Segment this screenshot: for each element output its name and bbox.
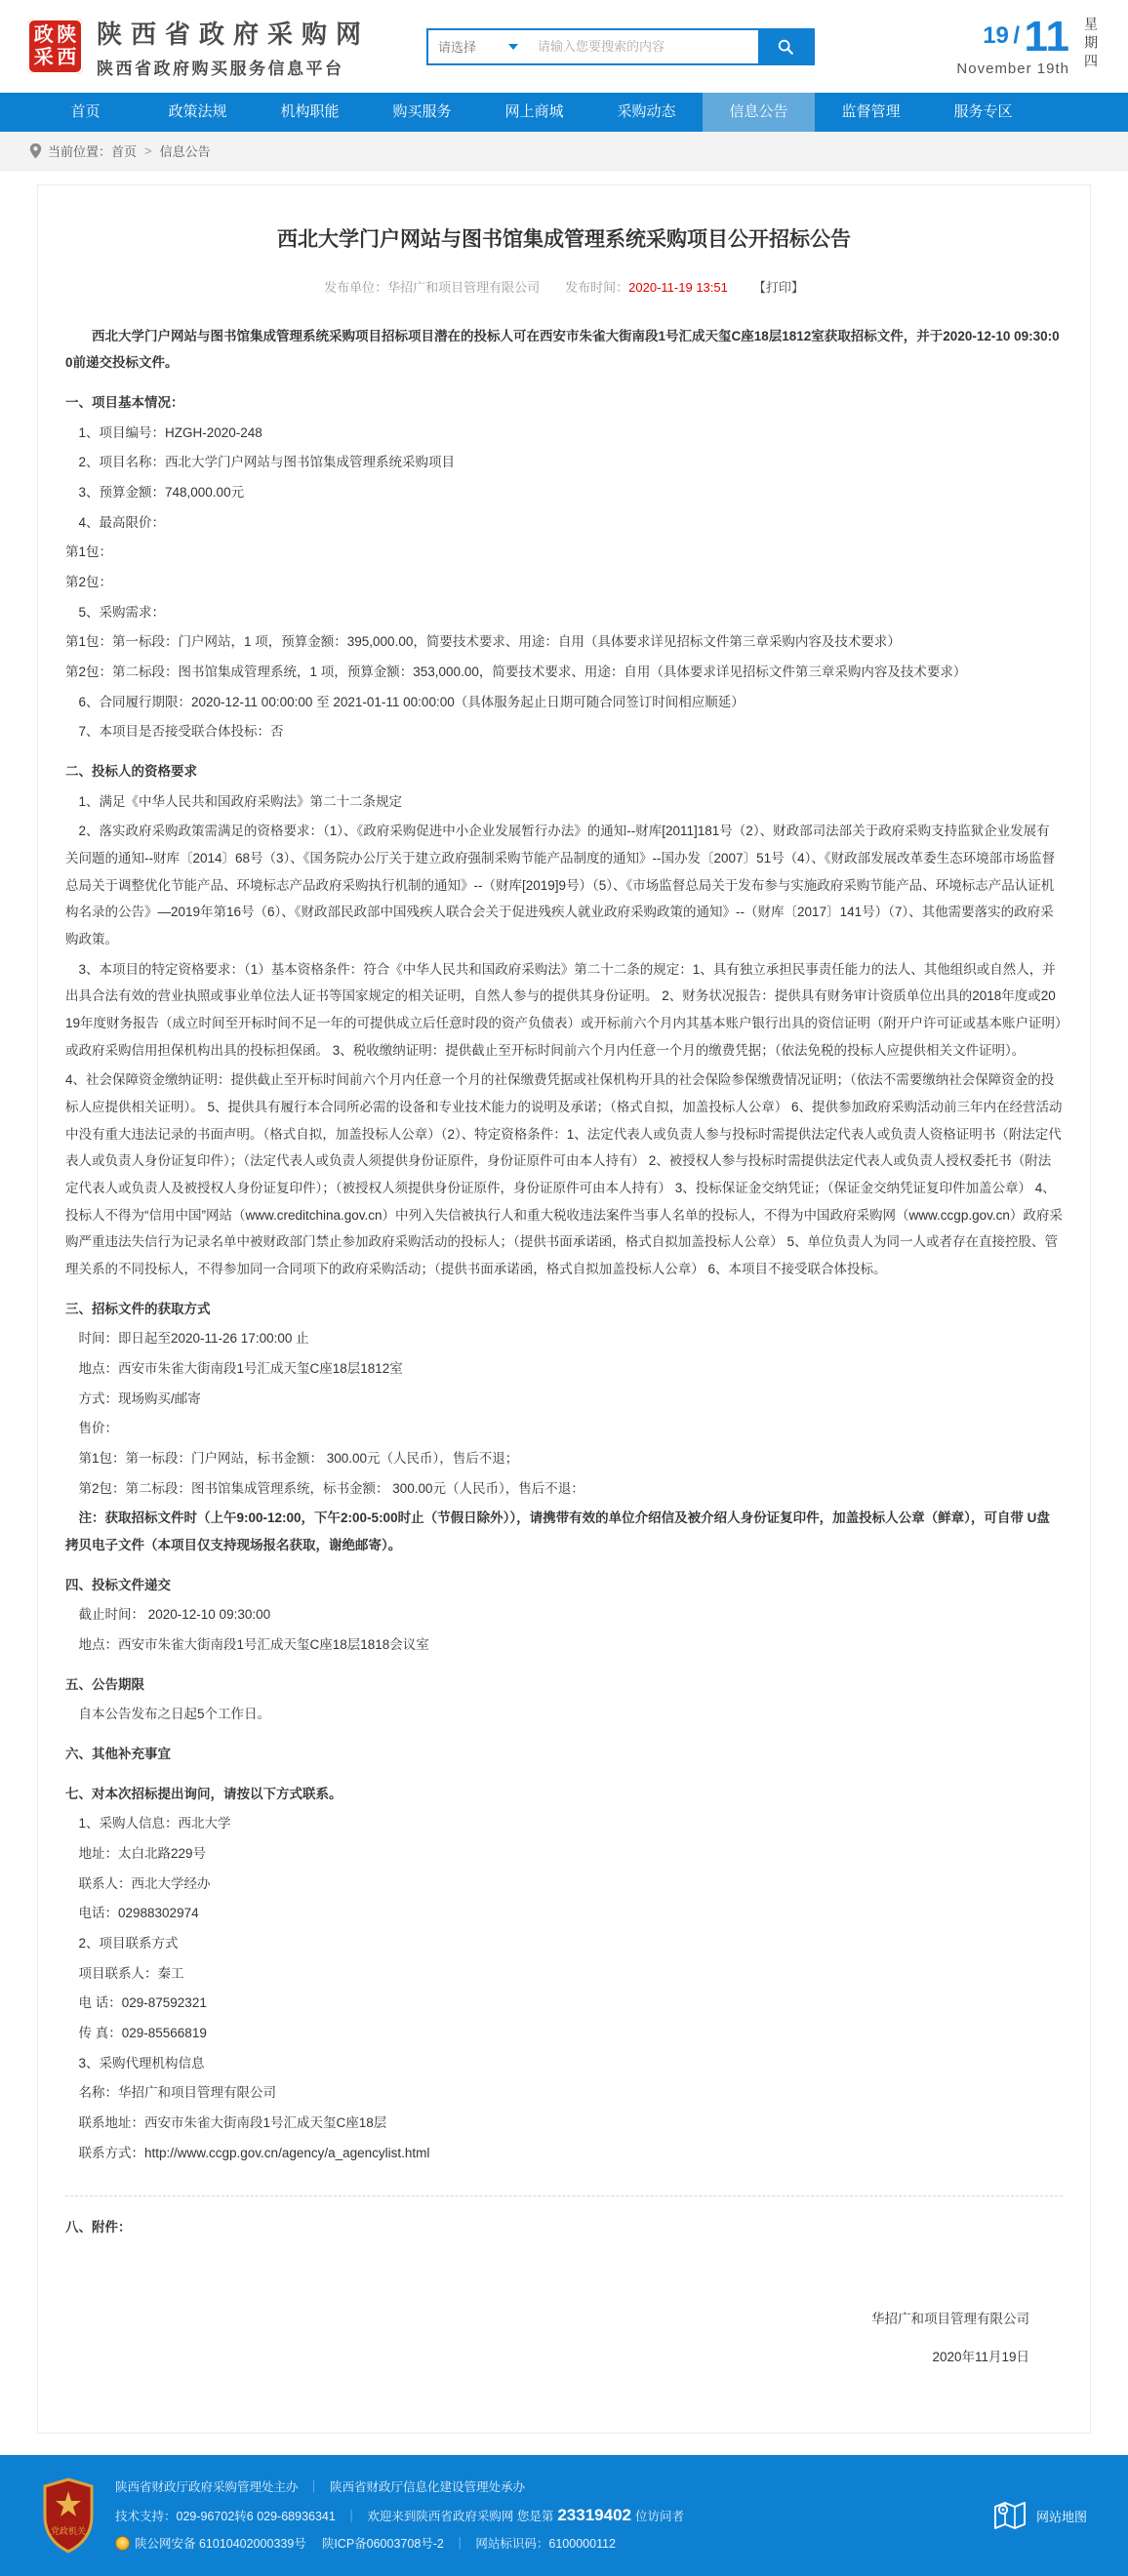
- search-bar: [426, 28, 815, 65]
- main-nav: [0, 93, 1128, 132]
- article-paragraph: 截止时间： 2020-12-10 09:30:00: [78, 1607, 271, 1623]
- nav-item[interactable]: 政策法规: [168, 103, 227, 120]
- article-paragraph: 3、采购代理机构信息: [78, 2055, 205, 2071]
- print-button[interactable]: 【打印】: [752, 279, 804, 295]
- article-paragraph: 三、招标文件的获取方式: [65, 1301, 211, 1316]
- article-paragraph: 方式：现场购买/邮寄: [78, 1390, 201, 1406]
- article-paragraph: 五、公告期限: [65, 1676, 144, 1692]
- article-paragraph: 注：获取招标文件时（上午9:00-12:00，下午2:00-5:00时止（节假日除外）），请携带有效的单位介绍信及被介绍人身份证复印件，加盖投标人公章（鲜章），可自带 U盘拷贝电子文件（本项目仅支持现场报名获取，谢绝邮寄）。: [65, 1510, 1050, 1553]
- site-code: 网站标识码：6100000112: [475, 2536, 616, 2551]
- article-paragraph: 自本公告发布之日起5个工作日。: [78, 1707, 271, 1722]
- date-weekday: 星期四: [1083, 16, 1099, 72]
- article-paragraph: 联系人：西北大学经办: [78, 1875, 211, 1891]
- date-day-en: 19th: [1036, 60, 1069, 77]
- footer-separator: ｜: [344, 2509, 358, 2523]
- logo-char: 陕: [57, 23, 77, 46]
- site-subtitle: 陕西省政府购买服务信息平台: [97, 59, 344, 78]
- date-month-en: November: [956, 60, 1032, 77]
- footer-line-organizer: [115, 2481, 684, 2494]
- article-paragraph: 电 话：029-87592321: [78, 1995, 207, 2011]
- article-paragraph: 1、项目编号：HZGH-2020-248: [78, 424, 262, 440]
- article-paragraph: 项目联系人：秦工: [78, 1965, 184, 1981]
- government-emblem-icon: [41, 2477, 96, 2554]
- security-record-link[interactable]: 陕公网安备 61010402000339号: [135, 2536, 306, 2551]
- date-widget: [956, 13, 1101, 77]
- article-paragraph: 地址：太白北路229号: [78, 1846, 207, 1862]
- sitemap-map-icon: [991, 2497, 1028, 2534]
- article-paragraph: 2、项目名称：西北大学门户网站与图书馆集成管理系统采购项目: [78, 455, 456, 470]
- article-paragraph: 第1包：: [65, 544, 113, 560]
- publisher-label: 发布单位：: [324, 279, 388, 295]
- article-paragraph: 传 真：029-85566819: [78, 2026, 207, 2041]
- date-month: 11: [1024, 13, 1069, 60]
- article-paragraph: 7、本项目是否接受联合体投标：否: [78, 724, 284, 740]
- breadcrumb: [0, 132, 1128, 171]
- article-paragraph: 电话：02988302974: [78, 1906, 199, 1921]
- article-title: 西北大学门户网站与图书馆集成管理系统采购项目公开招标公告: [277, 228, 851, 251]
- article-paragraph: 地点：西安市朱雀大街南段1号汇成天玺C座18层1812室: [78, 1361, 403, 1377]
- site-logo-seal: [27, 19, 83, 74]
- footer-separator: ｜: [453, 2536, 466, 2551]
- breadcrumb-separator: >: [144, 143, 152, 158]
- article-paragraph: 联系方式：http://www.ccgp.gov.cn/agency/a_agencylist.html: [78, 2145, 430, 2160]
- sitemap-label: 网站地图: [1035, 2509, 1087, 2524]
- attachment-heading: 八、附件：: [65, 2220, 132, 2235]
- svg-text:党政机关: 党政机关: [50, 2526, 87, 2537]
- location-pin-icon: [29, 143, 42, 159]
- nav-item[interactable]: 监督管理: [841, 103, 901, 120]
- site-title: 陕西省政府采购网: [97, 19, 371, 49]
- article-paragraph: 西北大学门户网站与图书馆集成管理系统采购项目招标项目潜在的投标人可在西安市朱雀大街南段1号汇成天玺C座18层1812室获取招标文件，并于2020-12-10 09:30:00前递交投标文件。: [65, 328, 1060, 371]
- article-paragraph: 1、满足《中华人民共和国政府采购法》第二十二条规定: [78, 793, 403, 809]
- page-footer: [0, 2455, 1128, 2576]
- attachment-divider: [65, 2195, 1063, 2196]
- footer-welcome-post: 位访问者: [634, 2509, 684, 2523]
- signature-date: 2020年11月19日: [932, 2350, 1029, 2365]
- publish-time-value: 2020-11-19 13:51: [628, 279, 728, 295]
- article-paragraph: 4、最高限价：: [78, 514, 166, 530]
- breadcrumb-home-link[interactable]: 首页: [111, 144, 138, 159]
- article-paragraph: 售价：: [78, 1421, 118, 1436]
- logo-char: 政: [33, 23, 54, 46]
- article-paragraph: 第2包：第二标段：图书馆集成管理系统，标书金额： 300.00元（人民币），售后不退：: [78, 1480, 584, 1496]
- article-paragraph: 2、落实政府采购政策需满足的资格要求：（1）、《政府采购促进中小企业发展暂行办法》的通知--财库[2011]181号（2）、财政部司法部关于政府采购支持监狱企业发展有关问题的通知--财库〔2014〕68号（3）、《国务院办公厅关于建立政府强制采购节能产品制度的通知》--国办发〔2007〕51号（4）、《财政部发展改革委生态环境部市场监督总局关于调整优化节能产品、环境标志产品政府采购执行机制的通知》--（财库[2019]9号）（5）、《市场监督总局关于发布参与实施政府采购节能产品、环境标志产品认证机构名录的公告》—2019年第16号（6）、《财政部民政部中国残疾人联合会关于促进残疾人就业政府采购政策的通知》--（财库〔2017〕141号）（7）、其他需要落实的政府采购政策。: [65, 824, 1056, 946]
- site-brand: [97, 15, 370, 79]
- footer-welcome-pre: 欢迎来到陕西省政府采购网 您是第: [367, 2509, 554, 2523]
- article-paragraph: 地点：西安市朱雀大街南段1号汇成天玺C座18层1818会议室: [78, 1637, 429, 1653]
- article-paragraph: 四、投标文件递交: [65, 1577, 171, 1592]
- breadcrumb-current[interactable]: 信息公告: [159, 144, 211, 159]
- footer-info: [115, 2481, 684, 2551]
- logo-char: 采: [33, 47, 54, 69]
- search-input[interactable]: [528, 30, 758, 63]
- nav-item[interactable]: 首页: [70, 103, 101, 120]
- article-paragraph: 5、采购需求：: [78, 604, 166, 620]
- article-paragraph: 七、对本次招标提出询问，请按以下方式联系。: [65, 1786, 342, 1801]
- article-paragraph: 二、投标人的资格要求: [65, 763, 197, 779]
- icp-record-link[interactable]: 陕ICP备06003708号-2: [321, 2536, 444, 2551]
- nav-item[interactable]: 服务专区: [953, 103, 1013, 120]
- article-paragraph: 6、合同履行期限：2020-12-11 00:00:00 至 2021-01-11 00:00:00（具体服务起止日期可随合同签订时间相应顺延）: [78, 694, 745, 709]
- article-paragraph: 3、预算金额：748,000.00元: [78, 484, 245, 500]
- article-paragraph: 1、采购人信息：西北大学: [78, 1816, 231, 1831]
- search-select-label: 请选择: [438, 40, 477, 55]
- date-day: 19: [983, 22, 1009, 49]
- logo-char: 西: [57, 47, 77, 69]
- visitor-count: 23319402: [557, 2505, 631, 2524]
- police-badge-icon: [115, 2536, 130, 2551]
- nav-item[interactable]: 网上商城: [504, 103, 564, 120]
- signature-company: 华招广和项目管理有限公司: [871, 2312, 1029, 2327]
- article-paragraph: 第1包：第一标段：门户网站，1 项，预算金额：395,000.00，简要技术要求、用途：自用（具体要求详见招标文件第三章采购内容及技术要求）: [65, 634, 901, 650]
- signature-block: [65, 2300, 1063, 2403]
- article-paragraph: 六、其他补充事宜: [65, 1747, 171, 1762]
- footer-organizer: 陕西省财政厅政府采购管理处主办: [115, 2480, 299, 2495]
- nav-item[interactable]: 采购动态: [617, 103, 676, 120]
- sitemap-button[interactable]: [991, 2497, 1087, 2534]
- article-paragraph: 时间：即日起至2020-11-26 17:00:00 止: [78, 1331, 309, 1347]
- article-meta: [65, 277, 1063, 296]
- article-paragraph: 第2包：第二标段：图书馆集成管理系统，1 项，预算金额：353,000.00，简要技术要求、用途：自用（具体要求详见招标文件第三章采购内容及技术要求）: [65, 664, 967, 679]
- article-paragraph: 3、本项目的特定资格要求：（1）基本资格条件：符合《中华人民共和国政府采购法》第二十二条的规定：1、具有独立承担民事责任能力的法人、其他组织或自然人，并出具合法有效的营业执照或事业单位法人证书等国家规定的相关证明，自然人参与的提供其身份证明。 2、财务状况报告：提供具有财务审计资质单位出具的2018年度或2019年度财务报告（成立时间至开标时间不足一年的可提供成立后任意时段的资产负债表）或开标前六个月内其基本账户银行出具的资信证明（附开户许可证或基本账户证明）或政府采购信用担保机构出具的投标担保函。 3、税收缴纳证明：提供截止至开标时间前六个月内任意一个月的缴费凭据；（依法免税的投标人应提供相关文件证明）。: [65, 961, 1062, 1058]
- footer-line-support: [115, 2507, 684, 2523]
- footer-line-records: [115, 2536, 684, 2551]
- article-paragraph: 第2包：: [65, 574, 113, 589]
- article-paragraph: 联系地址：西安市朱雀大街南段1号汇成天玺C座18层: [78, 2115, 387, 2131]
- article-container: [37, 184, 1091, 2434]
- footer-support: 技术支持：029-96702转6 029-68936341: [115, 2509, 336, 2523]
- date-slash: /: [1013, 22, 1021, 49]
- breadcrumb-prefix: 当前位置：: [48, 144, 112, 159]
- search-button[interactable]: [758, 30, 813, 63]
- nav-item[interactable]: 信息公告: [703, 93, 815, 132]
- article-paragraph: 4、社会保障资金缴纳证明：提供截止至开标时间前六个月内任意一个月的社保缴费凭据或社保机构开具的社会保险参保缴费情况证明；（依法不需要缴纳社会保障资金的投标人应提供相关证明）。 5、提供具有履行本合同所必需的设备和专业技术能力的说明及承诺；（格式自拟，加盖投标人公章） 6、提供参加政府采购活动前三年内在经营活动中没有重大违法记录的书面声明。（格式自拟，加盖投标人公章）（2）、特定资格条件：1、法定代表人或负责人参与投标时需提供法定代表人或负责人资格证明书（附法定代表人或负责人身份证复印件）；（法定代表人或负责人须提供身份证原件，身份证原件可由本人持有） 2、被授权人参与投标时需提供法定代表人或负责人授权委托书（附法定代表人或负责人及被授权人身份证复印件）；（被授权人须提供身份证原件，身份证原件可由本人持有） 3、投标保证金交纳凭证；（保证金交纳凭证复印件加盖公章） 4、投标人不得为“信用中国”网站（www.creditchina.gov.cn）中列入失信被执行人和重大税收违法案件当事人名单的投标人，不得为中国政府采购网（www.ccgp.gov.cn）政府采购严重违法失信行为记录名单中被财政部门禁止参加政府采购活动的投标人；（提供书面承诺函，格式自拟加盖投标人公章） 5、单位负责人为同一人或者存在直接控股、管理关系的不同投标人，不得参加同一合同项下的政府采购活动；（提供书面承诺函，格式自拟加盖投标人公章） 6、本项目不接受联合体投标。: [65, 1072, 1063, 1276]
- footer-separator: ｜: [307, 2480, 321, 2495]
- footer-undertaker: 陕西省财政厅信息化建设管理处承办: [330, 2480, 526, 2495]
- footer-gap: [0, 2434, 1128, 2455]
- publish-time-label: 发布时间：: [565, 279, 629, 295]
- article-paragraph: 名称：华招广和项目管理有限公司: [78, 2085, 276, 2101]
- article-paragraph: 第1包：第一标段：门户网站，标书金额： 300.00元（人民币），售后不退；: [78, 1451, 519, 1467]
- article-paragraph: 2、项目联系方式: [78, 1936, 179, 1952]
- article-paragraph: 一、项目基本情况：: [65, 394, 184, 410]
- nav-item[interactable]: 机构职能: [280, 103, 340, 120]
- article-body: [65, 323, 1063, 2167]
- chevron-down-icon: [508, 44, 518, 50]
- search-icon: [777, 38, 794, 56]
- nav-item[interactable]: 购买服务: [392, 103, 452, 120]
- search-category-select[interactable]: [428, 30, 528, 63]
- publisher-value: 华招广和项目管理有限公司: [387, 279, 541, 295]
- page-header: [0, 0, 1128, 93]
